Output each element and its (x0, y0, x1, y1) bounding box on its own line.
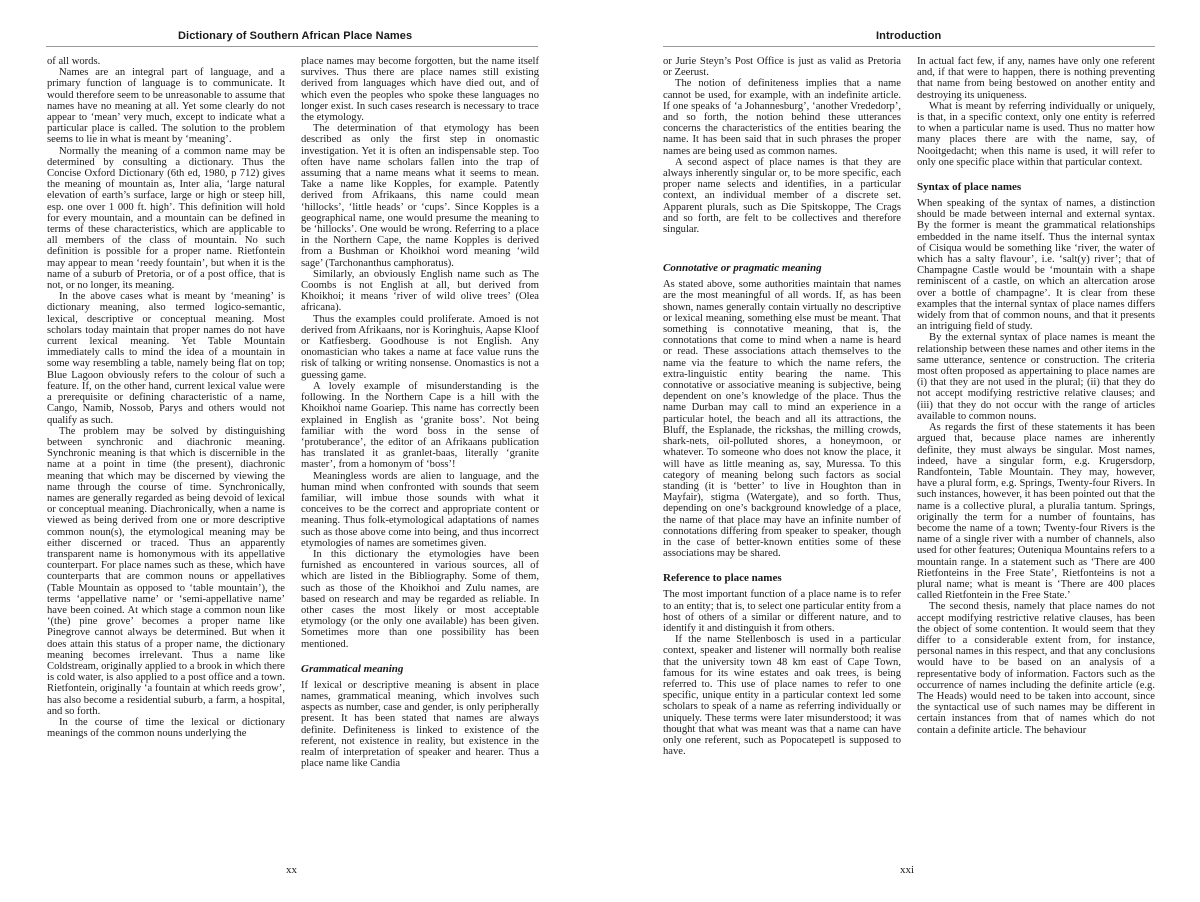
section-heading-syntax: Syntax of place names (917, 181, 1022, 194)
paragraph: If lexical or descriptive meaning is absent in place names, grammatical meaning, which involves such aspects as number, case and gender, is only peripherally present. It has been stated that names are always definite. Definiteness is linked to existence of the referent, not existence in reality, but existence in the realm of interpretation of speaker and hearer. Thus a place name like Candia (301, 679, 539, 770)
paragraph: In the course of time the lexical or dictionary meanings of the common nouns underlying the (47, 716, 285, 740)
paragraph: As regards the first of these statements it has been argued that, because place names are inherently definite, they must always be singular. Most names, indeed, have a singular form, e.g. Krugersdorp, Randfontein, Table Mountain. They may, however, have a plural form, e.g. Springs, Twenty-four Rivers. In such instances, however, it has been pointed out that the name is a collective plural, a pluralia tantum. Springs, originally the term for a number of fountains, has become the name of a town; Twenty-four Rivers is the name of a single river with a number of channels, also used for other features; Outeniqua Mountains refers to a mountain range. In a statement such as ‘There are 400 Rietfonteins in the Free State’, Rietfonteins is not a plural name; what is meant is ‘There are 400 places called Rietfontein in the Free State.’ (917, 422, 1155, 602)
paragraph: Similarly, an obviously English name such as The Coombs is not English at all, but derived from Khoikhoi; it means ‘river of wild olive trees’ (Olea africana). (301, 268, 539, 314)
paragraph: Normally the meaning of a common name may be determined by consulting a dictionary. Thus the Concise Oxford Dictionary (6th ed, 1980, p 712) gives the meaning of mountain as, Inter alia, ‘large natural elevation of earth’s surface, large or high or steep hill, esp. one over 1 000 ft. high’. This definition will hold for every mountain, and a mountain can be defined in terms of these characteristics, which are applicable to all members of the class of mountain. No such definition is possible for a proper name. Rietfontein may appear to mean ‘reedy fountain’, but when it is the name of a suburb of Pretoria, or of a post office, that is not, or no longer, its meaning. (47, 145, 285, 292)
section-heading-connotative-meaning: Connotative or pragmatic meaning (663, 262, 822, 275)
paragraph: Meaningless words are alien to language, and the human mind when confronted with sounds that seem familiar, will imbue those sounds with what it conceives to be the correct and appropriate content or meaning. Thus folk-etymological adaptations of names such as those above come into being, and thus incorrect etymologies of names are sometimes given. (301, 470, 539, 549)
spacer (663, 235, 901, 249)
paragraph: In the above cases what is meant by ‘meaning’ is dictionary meaning, also termed logico-semantic, lexical, descriptive or conceptual meaning. Most scholars today maintain that proper names do not have current lexical meaning. Yet Table Mountain immediately calls to mind the idea of a mountain in some way resembling a table, namely being flat on top; Blue Lagoon obviously refers to the colour of such a feature. If, on the other hand, current lexical value were a prerequisite or defining characteristic of a name, Cango, Namib, Nossob, Parys and others would not qualify as such. (47, 291, 285, 426)
paragraph: The most important function of a place name is to refer to an entity; that is, to select one particular entity from a host of others of a similar or different nature, and to identify it and distinguish it from others. (663, 589, 901, 634)
paragraph: Thus the examples could proliferate. Amoed is not derived from Afrikaans, nor is Koringhuis, Aapse Kloof or Katfiesberg. Goodhouse is not English. Any onomastician who takes a name at face value runs the risk of talking or writing nonsense. Onomastics is not a guessing game. (301, 313, 539, 381)
left-page-number: xx (286, 864, 297, 876)
paragraph: In actual fact few, if any, names have only one referent and, if that were to happen, there is nothing preventing that name from being bestowed on another entity and destroying its uniqueness. (917, 56, 1155, 101)
paragraph: of all words. (47, 56, 101, 67)
paragraph: If the name Stellenbosch is used in a particular context, speaker and listener will normally both realise that the university town 48 km east of Cape Town, famous for its wine estates and oak trees, is being referred to. This use of place names to refer to one specific, unique entity in a particular context led some scholars to speak of a name as referring individually or uniquely. These terms were later misunderstood; it was thought that what was meant was that a name can have only one referent, such as Popocatepetl is supposed to have. (663, 634, 901, 758)
paragraph: What is meant by referring individually or uniquely, is that, in a specific context, only one entity is referred to when a particular name is used. Thus no matter how many places there are with the name, say, of Nooitgedacht; when this name is used, it will refer to only one specific place within that particular context. (917, 100, 1155, 168)
section-heading-grammatical-meaning: Grammatical meaning (301, 662, 404, 675)
paragraph: The notion of definiteness implies that a name cannot be used, for example, with an indefinite article. If one speaks of ‘a Johannesburg’, ‘another Vrededorp’, and so forth, the notion behind these utterances concerns the characteristics of the entities bearing the name. It has been said that in such phrases the proper names are being used as common names. (663, 78, 901, 157)
right-page (600, 0, 1200, 902)
paragraph: In this dictionary the etymologies have been furnished as encountered in various sources, all of which are listed in the Bibliography. Some of them, such as those of the Khoikhoi and Zulu names, are based on research and may be regarded as reliable. In other cases the most likely or most acceptable etymology (or the only one available) has been given. Sometimes more than one possibility has been mentioned. (301, 548, 539, 650)
right-column-1 (663, 56, 901, 856)
paragraph: The problem may be solved by distinguishing between synchronic and diachronic meaning. Synchronic meaning is that which is discernible in the name at a point in time (the present), diachronic meaning that which may be discerned by viewing the name through the course of time. Synchronically, names are generally regarded as being devoid of lexical or conceptual meaning. Diachronically, when a name is viewed as being derived from one or more descriptive common noun(s), the etymological meaning may be either discerned or traced. Thus an apparently transparent name is homonymous with its appellative counterpart. For place names such as these, which have counterparts that are common nouns or appellatives (Table Mountain as opposed to ‘table mountain’), the terms ‘appellative name’ or ‘semi-appellative name’ have been coined. At which stage a common noun like ‘(the) pine grove’ becomes a proper name like Pinegrove cannot always be determined. But when it does attain this status of a proper name, the dictionary meaning becomes irrelevant. Thus a name like Coldstream, originally applied to a brook in which there is cold water, is also applied to a post office and a town. Rietfontein, originally ‘a fountain at which reeds grow’, has also become a residential suburb, a farm, a hospital, and so forth. (47, 425, 285, 717)
paragraph: place names may become forgotten, but the name itself survives. Thus there are place names still existing derived from languages which have died out, and of which even the peoples who spoke these languages no longer exist. In such cases research is necessary to trace the etymology. (301, 56, 539, 124)
section-heading-reference: Reference to place names (663, 572, 782, 585)
paragraph: The determination of that etymology has been described as only the first step in onomastic investigation. Yet it is often an indispensable step. Too often have name scholars fallen into the trap of assuming that a name means what it seems to mean. Take a name like Kopples, for example. Patently derived from Afrikaans, this name could mean ‘hillocks’, ‘little heads’ or ‘cups’. Since Kopples is a geographical name, one would presume the meaning to be ‘hillocks’. One would be wrong. Referring to a place in the Northern Cape, the name Kopples is derived from a Bushman or Khoikhoi word meaning ‘wild sage’ (Tarchonanthus camphoratus). (301, 123, 539, 269)
left-column-2 (301, 56, 539, 856)
left-running-head: Dictionary of Southern African Place Names (178, 30, 413, 42)
right-column-2 (917, 56, 1155, 856)
paragraph: or Jurie Steyn’s Post Office is just as valid as Pretoria or Zeerust. (663, 56, 901, 79)
paragraph: Names are an integral part of language, and a primary function of language is to communicate. It would therefore seem to be unreasonable to assume that names have no meaning at all. Yet some clearly do not appear to ‘mean’ very much, except to indicate what a particular place is called. The solution to the problem seems to lie in what is meant by ‘meaning’. (47, 67, 285, 146)
paragraph: The second thesis, namely that place names do not accept modifying restrictive relative clauses, has been the object of some contention. It would seem that they differ to a considerable extent from, for instance, personal names in this respect, and that any conclusions would have to be based on an analysis of a representative body of information. Factors such as the occurrence of names including the definite article (e.g. The Heads) would need to be taken into account, since the syntactical use of such names may be different in certain instances from that of names which do not contain a definite article. The behaviour (917, 601, 1155, 736)
paragraph: By the external syntax of place names is meant the relationship between these names and other items in the same utterance, sentence or construction. The criteria most often proposed as appertaining to place names are (i) that they are not used in the plural; (ii) that they do not accept modifying restrictive relative clauses; and (iii) that they do not occur with the range of articles available to common nouns. (917, 332, 1155, 422)
left-header-rule (46, 46, 538, 47)
right-page-number: xxi (900, 864, 915, 876)
right-running-head: Introduction (876, 30, 942, 42)
paragraph: As stated above, some authorities maintain that names are the most meaningful of all words. If, as has been shown, names generally contain virtually no descriptive or lexical meaning, something else must be meant. That something is connotative meaning, that is, the connotations that come to mind when a name is heard or read. These associations attach themselves to the name via the feature to which the name refers, the extra-linguistic entity bearing the name. This connotative or associative meaning is subjective, being dependent on one’s knowledge of the place. Thus the name Durban may call to mind an experience in a particular hotel, the beach and all its attractions, the Bluff, the Esplanade, the rickshas, the milling crowds, shark-nets, oil-polluted shores, a honeymoon, or whatever. To someone who does not know the place, it will have as little meaning as, say, Muressa. To this category of meaning belong such factors as social standing (it is ‘better’ to live in Houghton than in Mayfair), stigma (Watergate), and so forth. Thus, depending on one’s background knowledge of a place, the name of that place may have an infinite number of connotations differing from speaker to speaker, though in the case of better-known entities some of these associations may be shared. (663, 279, 901, 560)
paragraph: A lovely example of misunderstanding is the following. In the Northern Cape is a hill with the Khoikhoi name Goariep. This name has correctly been explained in English as ‘granite boss’. Not being familiar with the word boss in the sense of ‘protuberance’, the editor of an Afrikaans publication has translated it as granlet-baas, literally ‘granite master’, from a homonym of ‘boss’! (301, 380, 539, 471)
paragraph: A second aspect of place names is that they are always inherently singular or, to be more specific, each proper name selects and identifies, in a particular context, an individual member of a discrete set. Apparent plurals, such as Die Spitskoppe, The Crags and so forth, are felt to be collectives and therefore singular. (663, 156, 901, 236)
paragraph: When speaking of the syntax of names, a distinction should be made between internal and external syntax. By the former is meant the grammatical relationships embedded in the name itself. Thus the internal syntax of Cisiqua would be something like ‘river, the water of which has a salty flavour’, i.e. ‘salt(y) river’; that of Champagne Castle would be ‘mountain with a shape reminiscent of a castle, on which an altercation arose over a bottle of champagne’. It is clear from these examples that the internal syntax of place names differs widely from that of common nouns, and that it presents an intriguing field of study. (917, 198, 1155, 333)
right-header-rule (663, 46, 1155, 47)
left-column-1 (47, 56, 285, 856)
